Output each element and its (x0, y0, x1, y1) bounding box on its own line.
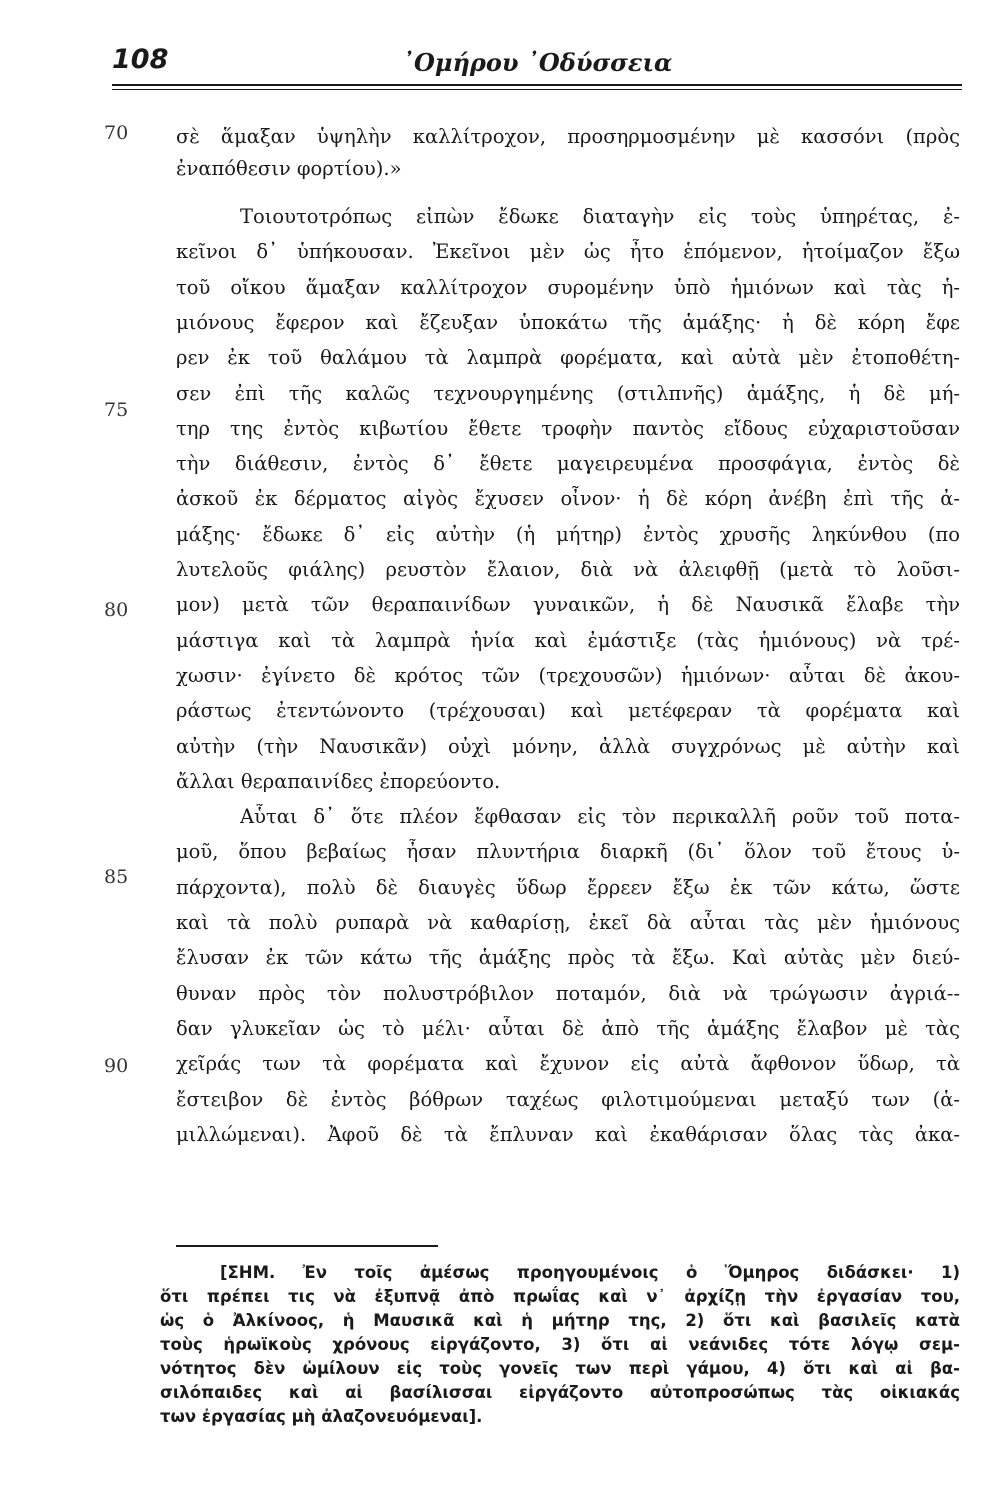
text-line: μιόνους ἔφερον καὶ ἔζευξαν ὑποκάτω τῆς ἁμάξης· ἡ δὲ κόρη ἔφε (176, 311, 960, 334)
page-header (112, 44, 962, 84)
text-line: τὴν διάθεσιν, ἐντὸς δ᾿ ἔθετε μαγειρευμένα προσφάγια, ἐντὸς δὲ (176, 452, 960, 475)
footnote-rule (176, 1245, 438, 1247)
text-line: ἀσκοῦ ἐκ δέρματος αἰγὸς ἔχυσεν οἶνον· ἡ δὲ κόρη ἀνέβη ἐπὶ τῆς ἀ- (176, 487, 960, 510)
line-number-80: 80 (104, 599, 129, 621)
footnote-line: [ΣΗΜ. Ἐν τοῖς ἀμέσως προηγουμένοις ὁ Ὅμηρος διδάσκει· 1) (220, 1263, 960, 1282)
footnote-line: των ἐργασίας μὴ ἀλαζονευόμεναι]. (160, 1407, 483, 1426)
text-line: πάρχοντα), πολὺ δὲ διαυγὲς ὕδωρ ἔρρεεν ἔξω ἐκ τῶν κάτω, ὥστε (176, 876, 960, 899)
text-line: τηρ της ἐντὸς κιβωτίου ἔθετε τροφὴν παντὸς εἴδους εὐχαριστοῦσαν (176, 417, 960, 440)
text-line: Τοιουτοτρόπως εἰπὼν ἔδωκε διαταγὴν εἰς τοὺς ὑπηρέτας, ἐ- (240, 205, 960, 228)
line-number-75: 75 (104, 399, 129, 421)
text-line: αὐτὴν (τὴν Ναυσικᾶν) οὐχὶ μόνην, ἀλλὰ συγχρόνως μὲ αὐτὴν καὶ (176, 735, 960, 758)
text-line: δαν γλυκεῖαν ὡς τὸ μέλι· αὗται δὲ ἀπὸ τῆς ἁμάξης ἔλαβον μὲ τὰς (176, 1017, 960, 1040)
text-line: ἔλυσαν ἐκ τῶν κάτω τῆς ἁμάξης πρὸς τὰ ἔξω. Καὶ αὐτὰς μὲν διεύ- (176, 946, 960, 969)
header-rule-thin (112, 89, 962, 90)
text-line: χεῖράς των τὰ φορέματα καὶ ἔχυνον εἰς αὐτὰ ἄφθονον ὕδωρ, τὰ (176, 1052, 960, 1075)
text-line: θυναν πρὸς τὸν πολυστρόβιλον ποταμόν, διὰ νὰ τρώγωσιν ἀγριά-- (176, 982, 960, 1005)
footnote-line: ὅτι πρέπει τις νὰ ἐξυπνᾷ ἀπὸ πρωΐας καὶ ν᾿ ἀρχίζῃ τὴν ἐργασίαν του, (160, 1287, 960, 1306)
text-line: λυτελοῦς φιάλης) ρευστὸν ἔλαιον, διὰ νὰ ἀλειφθῇ (μετὰ τὸ λοῦσι- (176, 558, 960, 581)
text-line: καὶ τὰ πολὺ ρυπαρὰ νὰ καθαρίσῃ, ἐκεῖ δὰ αὗται τὰς μὲν ἡμιόνους (176, 911, 960, 934)
text-line: ἄλλαι θεραπαινίδες ἐπορεύοντο. (176, 770, 501, 793)
text-line: μάστιγα καὶ τὰ λαμπρὰ ἡνία καὶ ἐμάστιξε (τὰς ἡμιόνους) νὰ τρέ- (176, 629, 960, 652)
text-line: ἔστειβον δὲ ἐντὸς βόθρων ταχέως φιλοτιμούμεναι μεταξύ των (ἁ- (176, 1088, 960, 1111)
running-title: ᾿Ομήρου ᾿Οδύσσεια (402, 48, 673, 77)
header-rule (112, 84, 962, 86)
text-line: ἐναπόθεσιν φορτίου).» (176, 157, 402, 180)
line-number-85: 85 (104, 866, 129, 888)
text-line: κεῖνοι δ᾿ ὑπήκουσαν. Ἐκεῖνοι μὲν ὡς ἦτο ἑπόμενον, ἡτοίμαζον ἔξω (176, 240, 960, 263)
text-line: Αὗται δ᾿ ὅτε πλέον ἔφθασαν εἰς τὸν περικαλλῆ ροῦν τοῦ ποτα- (240, 805, 960, 828)
text-line: μιλλώμεναι). Ἀφοῦ δὲ τὰ ἔπλυναν καὶ ἐκαθάρισαν ὅλας τὰς ἀκα- (176, 1123, 960, 1146)
text-line: ρεν ἐκ τοῦ θαλάμου τὰ λαμπρὰ φορέματα, καὶ αὐτὰ μὲν ἐτοποθέτη- (176, 346, 960, 369)
footnote-line: σιλόπαιδες καὶ αἱ βασίλισσαι εἰργάζοντο αὐτοπροσώπως τὰς οἰκιακάς (160, 1383, 960, 1402)
footnote-line: νότητος δὲν ὡμίλουν εἰς τοὺς γονεῖς των περὶ γάμου, 4) ὅτι καὶ αἱ βα- (160, 1359, 960, 1378)
text-line: χωσιν· ἐγίνετο δὲ κρότος τῶν (τρεχουσῶν) ἡμιόνων· αὗται δὲ ἀκου- (176, 664, 960, 687)
page-number: 108 (112, 44, 169, 75)
text-line: τοῦ οἴκου ἅμαξαν καλλίτροχον συρομένην ὑπὸ ἡμιόνων καὶ τὰς ἡ- (176, 276, 960, 299)
footnote-line: τοὺς ἡρωϊκοὺς χρόνους εἰργάζοντο, 3) ὅτι αἱ νεάνιδες τότε λόγῳ σεμ- (160, 1335, 960, 1354)
text-line: μον) μετὰ τῶν θεραπαινίδων γυναικῶν, ἡ δὲ Ναυσικᾶ ἔλαβε τὴν (176, 593, 960, 616)
text-line: μάξης· ἔδωκε δ᾿ εἰς αὐτὴν (ἡ μήτηρ) ἐντὸς χρυσῆς ληκύνθου (πο (176, 523, 960, 546)
text-line: σὲ ἅμαξαν ὑψηλὴν καλλίτροχον, προσηρμοσμένην μὲ κασσόνι (πρὸς (176, 125, 960, 148)
line-number-90: 90 (104, 1055, 129, 1077)
text-line: μοῦ, ὅπου βεβαίως ἦσαν πλυντήρια διαρκῆ (δι᾿ ὅλον τοῦ ἔτους ὑ- (176, 840, 960, 863)
line-number-70: 70 (104, 122, 129, 144)
footnote-line: ὡς ὁ Ἀλκίνοος, ἡ Μαυσικᾶ καὶ ἡ μήτηρ της, 2) ὅτι καὶ βασιλεῖς κατὰ (160, 1311, 960, 1330)
text-line: σεν ἐπὶ τῆς καλῶς τεχνουργημένης (στιλπνῆς) ἁμάξης, ἡ δὲ μή- (176, 382, 960, 405)
text-line: ράστως ἐτεντώνοντο (τρέχουσαι) καὶ μετέφεραν τὰ φορέματα καὶ (176, 699, 960, 722)
